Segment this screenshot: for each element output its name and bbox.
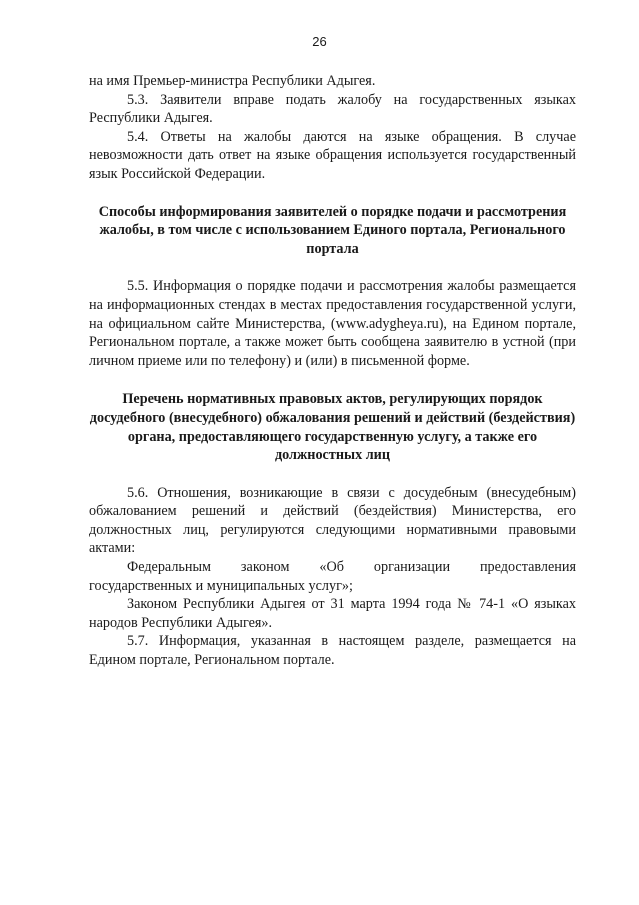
section-heading-informing: Способы информирования заявителей о порядке подачи и рассмотрения жалобы, в том числе с использованием Единого портала, Регионального портала <box>98 203 567 257</box>
paragraph-5-3: 5.3. Заявители вправе подать жалобу на государственных языках Республики Адыгея. <box>89 91 576 127</box>
page-number: 26 <box>312 34 327 49</box>
paragraph-5-6: 5.6. Отношения, возникающие в связи с досудебным (внесудебным) обжалованием решений и действий (бездействия) Министерства, его должностных лиц, регулируются следующими нормативными правовыми актами: <box>89 484 576 557</box>
paragraph-federal-law: Федеральным законом «Об организации предоставления государственных и муниципальных услуг»; <box>89 559 576 594</box>
section-heading-legal-acts: Перечень нормативных правовых актов, регулирующих порядок досудебного (внесудебного) обжалования решений и действий (бездействия) органа, предоставляющего государственную услугу, а также его должностных лиц <box>89 391 576 464</box>
paragraph-continuation: на имя Премьер-министра Республики Адыгея. <box>89 73 376 89</box>
paragraph-regional-law: Законом Республики Адыгея от 31 марта 1994 года № 74-1 «О языках народов Республики Адыгея». <box>89 596 576 631</box>
paragraph-5-7: 5.7. Информация, указанная в настоящем разделе, размещается на Едином портале, Региональном портале. <box>89 633 576 669</box>
paragraph-5-4: 5.4. Ответы на жалобы даются на языке обращения. В случае невозможности дать ответ на языке обращения используется государственный язык Российской Федерации. <box>89 128 576 182</box>
paragraph-5-5: 5.5. Информация о порядке подачи и рассмотрения жалобы размещается на информационных стендах в местах предоставления государственной услуги, на официальном сайте Министерства, (www.adygheya.ru), на Едином портале, Региональном портале, а также может быть сообщена заявителю в устной (при личном приеме или по телефону) и (или) в письменной форме. <box>89 278 576 369</box>
document-body <box>89 72 576 670</box>
